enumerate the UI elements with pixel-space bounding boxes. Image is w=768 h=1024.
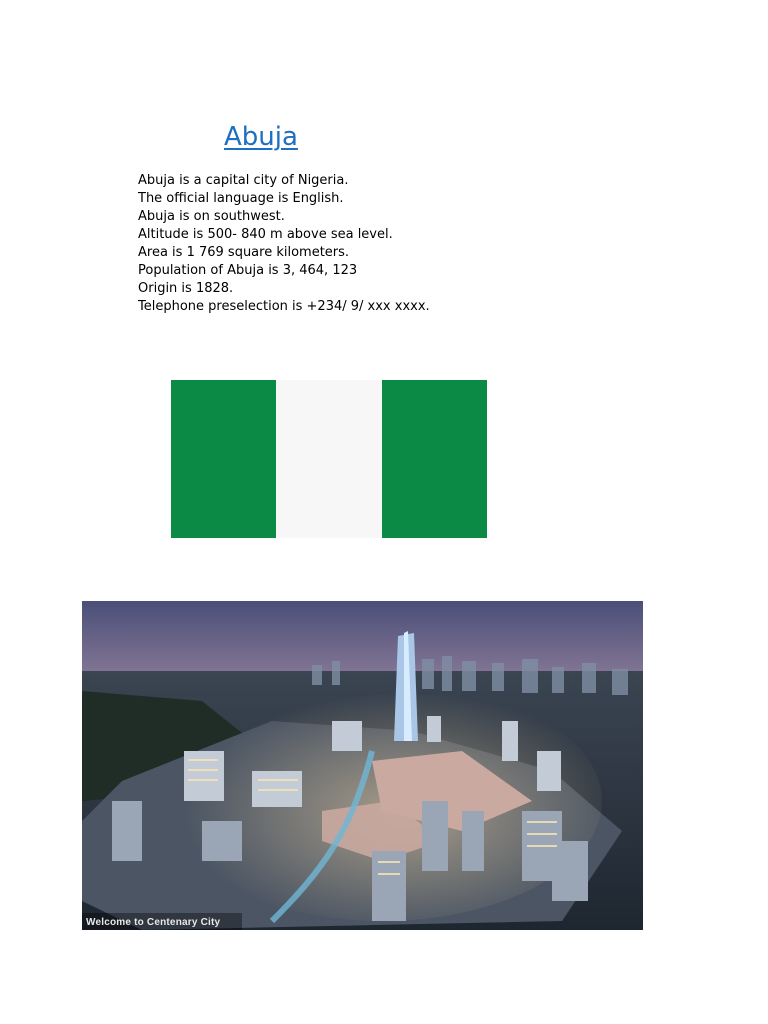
flag-band-center — [276, 380, 381, 538]
city-photo — [82, 601, 643, 930]
fact-line: Altitude is 500- 840 m above sea level. — [138, 227, 393, 242]
nigeria-flag-image — [171, 380, 487, 538]
fact-line: Abuja is a capital city of Nigeria. — [138, 173, 349, 188]
fact-line: Abuja is on southwest. — [138, 209, 285, 224]
city-skyline-illustration — [82, 601, 643, 930]
facts-list — [138, 172, 430, 316]
page-title: Abuja — [224, 122, 298, 152]
fact-line: Telephone preselection is +234/ 9/ xxx xxxx. — [138, 299, 430, 314]
fact-line: The official language is English. — [138, 191, 344, 206]
photo-caption: Welcome to Centenary City — [86, 917, 221, 928]
flag-band-right — [382, 380, 487, 538]
fact-line: Area is 1 769 square kilometers. — [138, 245, 350, 260]
flag-band-left — [171, 380, 276, 538]
fact-line: Origin is 1828. — [138, 281, 234, 296]
fact-line: Population of Abuja is 3, 464, 123 — [138, 263, 358, 278]
